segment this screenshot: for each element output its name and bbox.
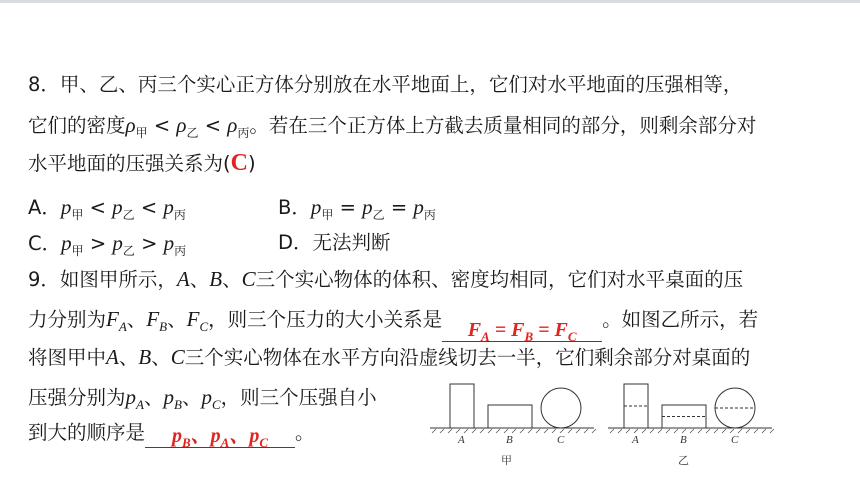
p-symbol: p (310, 195, 322, 219)
rho-symbol: ρ (227, 113, 238, 137)
fig-jia-label-b: B (506, 434, 513, 446)
ball-c (541, 388, 581, 428)
answer-blank-1 (442, 315, 602, 342)
ans-p: p (172, 425, 182, 447)
sep: 、 (167, 308, 187, 331)
p-symbol: p (61, 231, 72, 255)
ans-sub-a: A (481, 329, 490, 344)
q8-text-3a: 水平地面的压强关系为( (28, 152, 231, 175)
lt-sign: < (140, 196, 158, 219)
label-a: A (106, 345, 119, 369)
q9-text-2c: 。如图乙所示，若 (602, 308, 759, 331)
sub-jia: 甲 (71, 208, 84, 222)
ans-sub-b: B (182, 435, 191, 450)
q9-line2 (28, 304, 758, 342)
ans-f: F (511, 319, 525, 341)
p-symbol: p (362, 195, 373, 219)
sub-c: C (211, 397, 221, 412)
p-symbol: p (163, 195, 174, 219)
option-c (28, 228, 186, 266)
label-b: B (209, 267, 223, 291)
q9-text-2a: 力分别为 (28, 308, 107, 331)
p-symbol: p (163, 231, 175, 255)
sub-bing: 丙 (237, 126, 250, 140)
block-b (488, 405, 532, 428)
sep: 、 (222, 268, 242, 291)
q9-text-1a: 9．如图甲所示， (28, 268, 177, 291)
ans-sub-c: C (567, 329, 577, 344)
sub-yi: 乙 (122, 208, 135, 222)
lt-sign: < (153, 114, 171, 137)
sep: 、 (126, 308, 147, 331)
p-symbol: p (163, 385, 174, 409)
sub-jia: 甲 (321, 208, 334, 222)
q8-text-2b: 。若在三个正方体上方截去质量相同的部分，则剩余部分对 (249, 114, 757, 137)
sep: 、 (151, 346, 171, 369)
option-b-label: B． (278, 196, 311, 219)
q9-answer-2 (172, 425, 269, 450)
sub-bing: 丙 (423, 208, 436, 222)
q8-line2 (28, 110, 756, 148)
label-c: C (170, 345, 185, 369)
ans-p: p (210, 425, 221, 447)
sub-yi: 乙 (372, 208, 385, 222)
option-a (28, 192, 186, 230)
q8-text-1: 8．甲、乙、丙三个实心正方体分别放在水平地面上，它们对水平地面的压强相等， (28, 73, 743, 96)
gt-sign: > (89, 232, 107, 255)
q9-text-4b: 则三个压强自小 (240, 386, 377, 409)
p-symbol: p (112, 195, 123, 219)
q9-line5 (28, 418, 315, 448)
p-symbol: p (112, 231, 123, 255)
ans-sub-a: A (220, 435, 230, 450)
fig-jia-caption: 甲 (501, 454, 512, 467)
sub-yi: 乙 (186, 126, 199, 140)
sub-bing: 丙 (174, 244, 187, 258)
ans-eq: = (538, 319, 550, 341)
p-symbol: p (125, 385, 137, 409)
f-symbol: F (106, 307, 119, 331)
ans-sub-b: B (524, 329, 534, 344)
eq-sign: = (339, 196, 356, 219)
fig-yi-label-a: A (632, 434, 639, 446)
q9-text-5b: 。 (295, 421, 315, 444)
lt-sign: < (89, 196, 106, 219)
sub-bing: 丙 (173, 208, 186, 222)
q9-text-3b: 三个实心物体在水平方向沿虚线切去一半，它们剩余部分对桌面的 (184, 346, 751, 369)
q8-text-2a: 它们的密度 (28, 114, 126, 137)
q9-text-5a: 到大的顺序是 (28, 421, 146, 444)
q8-answer: C (230, 150, 248, 176)
q9-line1 (28, 264, 743, 295)
top-rule (0, 0, 860, 3)
ans-f: F (554, 319, 568, 341)
sub-a: A (118, 319, 127, 334)
ans-eq: = (494, 319, 507, 341)
label-b: B (138, 345, 152, 369)
lt-sign: < (204, 114, 222, 137)
label-c: C (241, 267, 256, 291)
option-c-label: C． (28, 232, 62, 255)
label-a: A (176, 267, 190, 291)
fig-yi-label-c: C (731, 434, 739, 446)
sub-jia: 甲 (71, 244, 84, 258)
rho-symbol: ρ (176, 113, 187, 137)
fig-jia-label-c: C (557, 434, 565, 446)
q8-text-3b: ) (247, 152, 256, 175)
q9-text-2b: 则三个压力的大小关系是 (227, 308, 443, 331)
rho-symbol: ρ (125, 113, 136, 137)
q8-line1 (28, 70, 742, 100)
f-symbol: F (186, 307, 200, 331)
p-symbol: p (201, 385, 212, 409)
p-symbol: p (413, 195, 424, 219)
option-d-text: 无法判断 (312, 231, 391, 254)
f-symbol: F (146, 307, 160, 331)
figure-yi (606, 378, 776, 470)
block-a (450, 384, 474, 428)
option-a-label: A． (28, 196, 61, 219)
comma: ， (208, 308, 228, 331)
figure-jia (428, 378, 598, 470)
q9-line4 (28, 382, 377, 420)
p-symbol: p (60, 195, 72, 219)
sub-b: B (173, 397, 182, 412)
eq-sign: = (390, 196, 408, 219)
option-d-label: D． (278, 231, 313, 254)
comma: ， (220, 386, 241, 409)
fig-jia-label-a: A (458, 434, 465, 446)
sep: 、 (143, 386, 164, 409)
q8-line3 (28, 148, 256, 179)
sep: 、 (118, 346, 139, 369)
ans-p: p (249, 425, 260, 447)
sep: 、 (189, 268, 210, 291)
option-d (278, 228, 391, 258)
ans-sep: 、 (190, 425, 211, 447)
sub-jia: 甲 (135, 126, 148, 140)
gt-sign: > (141, 232, 158, 255)
q9-text-4a: 压强分别为 (28, 386, 126, 409)
q9-answer-1 (467, 319, 577, 344)
sub-yi: 乙 (122, 244, 135, 258)
q9-line3 (28, 342, 750, 373)
option-b (278, 192, 436, 230)
sub-c: C (199, 319, 209, 334)
ans-f: F (467, 319, 482, 341)
ans-sep: 、 (229, 425, 250, 447)
q9-text-1b: 三个实心物体的体积、密度均相同，它们对水平桌面的压 (255, 268, 744, 291)
answer-blank-2 (145, 421, 295, 448)
fig-yi-caption: 乙 (678, 454, 689, 467)
sub-a: A (136, 397, 144, 412)
fig-yi-label-b: B (680, 434, 687, 446)
q9-text-3a: 将图甲中 (28, 346, 107, 369)
sub-b: B (159, 319, 168, 334)
sep: 、 (181, 386, 202, 409)
ans-sub-c: C (259, 435, 269, 450)
